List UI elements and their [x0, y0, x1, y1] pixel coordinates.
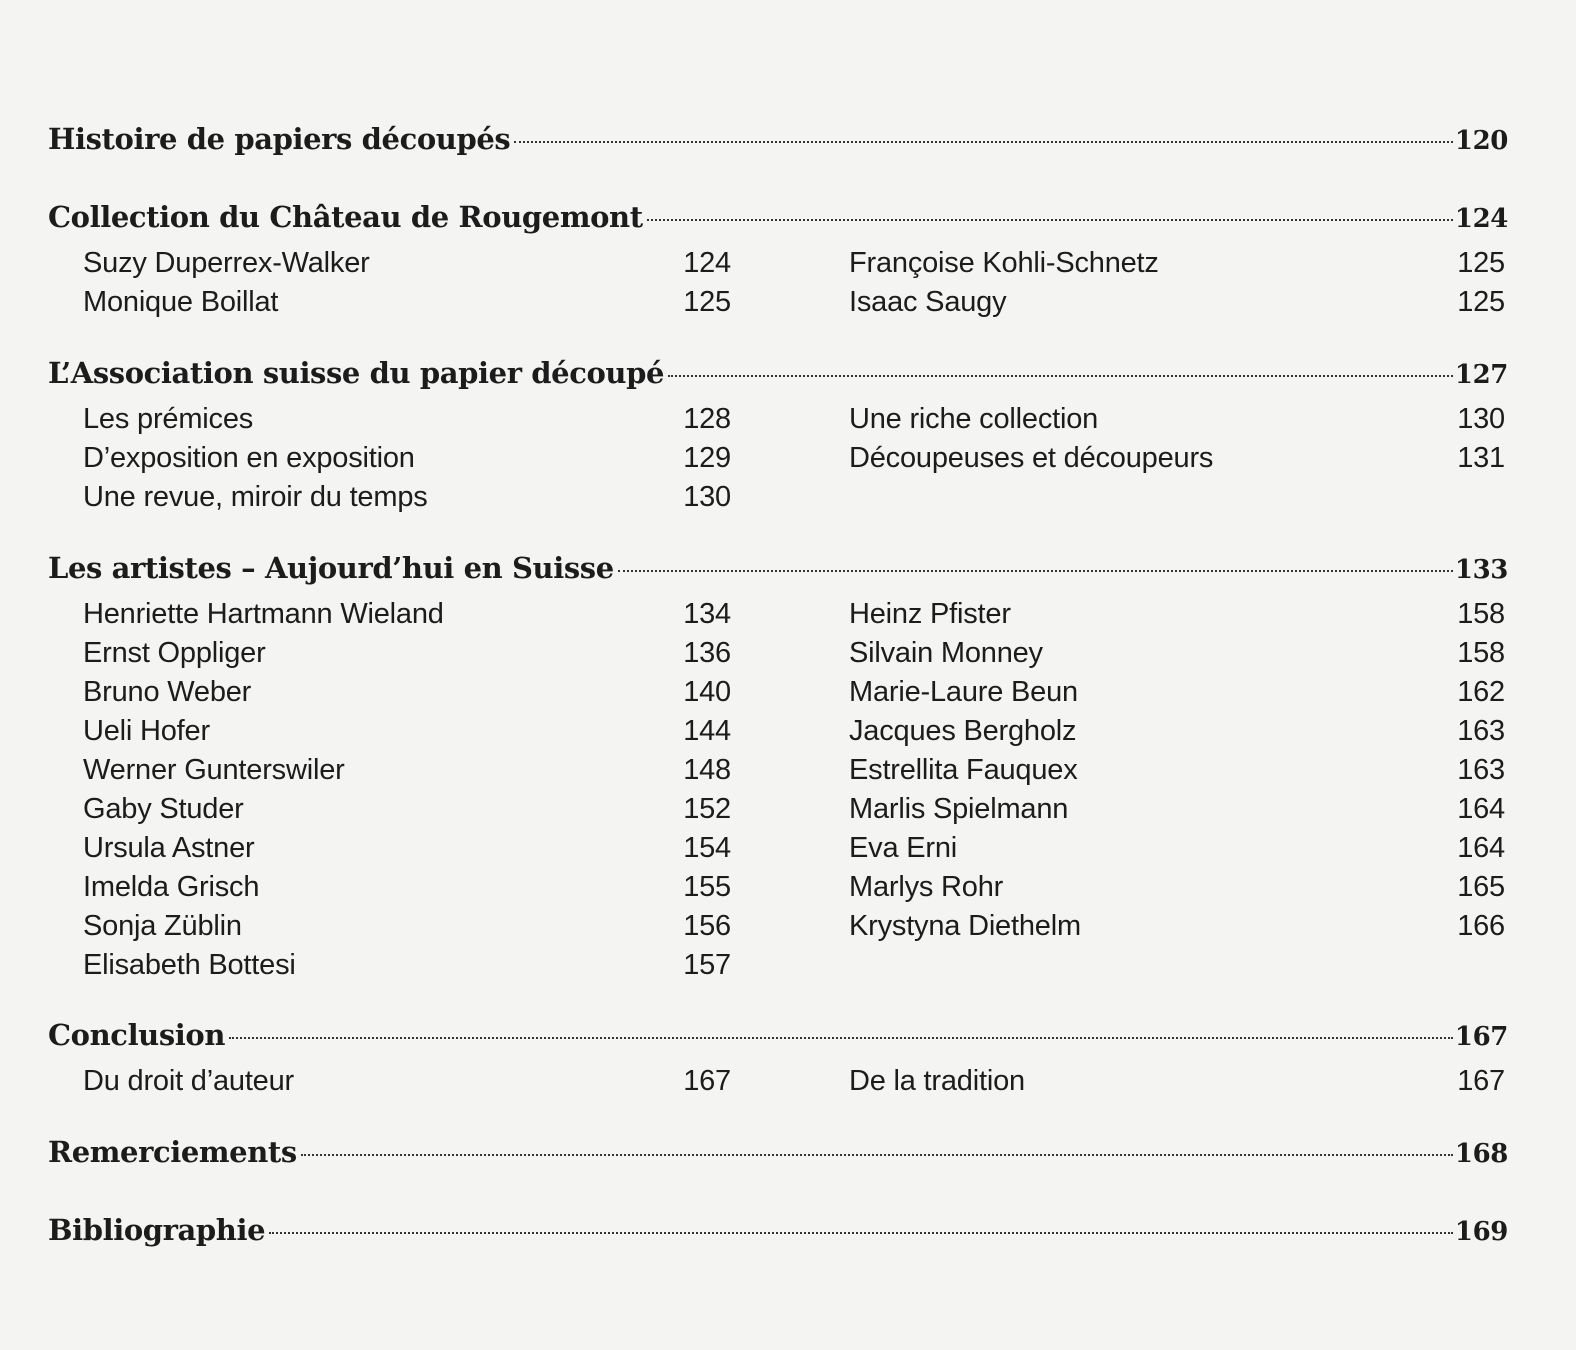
- entry-label: Ursula Astner: [83, 832, 255, 864]
- right-column: [849, 1062, 1505, 1101]
- section-title: Collection du Château de Rougemont: [48, 200, 643, 234]
- toc-entry: [83, 790, 731, 829]
- entry-page-number: 164: [1457, 793, 1505, 825]
- right-column: [849, 595, 1505, 946]
- entry-page-number: 163: [1457, 754, 1505, 786]
- entry-label: Découpeuses et découpeurs: [849, 442, 1214, 474]
- entry-page-number: 158: [1457, 637, 1505, 669]
- entry-label: Isaac Saugy: [849, 286, 1007, 318]
- entry-page-number: 152: [683, 793, 731, 825]
- entry-page-number: 158: [1457, 598, 1505, 630]
- toc-section-association: [48, 356, 1508, 513]
- entry-page-number: 165: [1457, 871, 1505, 903]
- entry-label: Marlys Rohr: [849, 871, 1004, 903]
- left-column: [83, 1062, 731, 1101]
- entry-label: Imelda Grisch: [83, 871, 260, 903]
- toc-entry: [849, 634, 1505, 673]
- entry-label: Heinz Pfister: [849, 598, 1011, 630]
- entry-page-number: 125: [1457, 247, 1505, 279]
- left-column: [83, 400, 731, 517]
- toc-entry: [83, 946, 731, 985]
- toc-entry: [83, 673, 731, 712]
- dot-leader: [269, 1232, 1453, 1234]
- entry-page-number: 162: [1457, 676, 1505, 708]
- entry-label: Elisabeth Bottesi: [83, 949, 296, 981]
- entry-label: Krystyna Diethelm: [849, 910, 1081, 942]
- entry-page-number: 131: [1457, 442, 1505, 474]
- toc-entry: [849, 400, 1505, 439]
- toc-section-remerciements: [48, 1135, 1508, 1179]
- entry-page-number: 130: [683, 481, 731, 513]
- entry-page-number: 124: [683, 247, 731, 279]
- section-page-number: 167: [1454, 1022, 1508, 1052]
- entry-label: De la tradition: [849, 1065, 1025, 1097]
- toc-entry: [849, 439, 1505, 478]
- section-page-number: 120: [1454, 126, 1508, 156]
- right-column: [849, 244, 1505, 322]
- entry-page-number: 155: [683, 871, 731, 903]
- toc-entry: [83, 439, 731, 478]
- toc-entry: [83, 400, 731, 439]
- entry-label: Du droit d’auteur: [83, 1065, 294, 1097]
- toc-entry: [83, 829, 731, 868]
- entry-label: Les prémices: [83, 403, 254, 435]
- toc-section-collection: [48, 200, 1508, 318]
- toc-heading: [48, 1213, 1508, 1257]
- entry-page-number: 136: [683, 637, 731, 669]
- toc-entry: [83, 478, 731, 517]
- entry-label: Bruno Weber: [83, 676, 252, 708]
- toc-entry: [849, 1062, 1505, 1101]
- toc-entry: [849, 283, 1505, 322]
- entry-label: Sonja Züblin: [83, 910, 242, 942]
- toc-entry: [849, 829, 1505, 868]
- section-title: L’Association suisse du papier découpé: [48, 356, 665, 390]
- dot-leader: [647, 219, 1453, 221]
- section-page-number: 124: [1454, 204, 1508, 234]
- toc-entry: [83, 595, 731, 634]
- entry-label: Une revue, miroir du temps: [83, 481, 428, 513]
- dot-leader: [668, 375, 1453, 377]
- entry-label: Marie-Laure Beun: [849, 676, 1078, 708]
- entry-label: Ueli Hofer: [83, 715, 210, 747]
- toc-entry: [83, 244, 731, 283]
- toc-section-conclusion: [48, 1018, 1508, 1097]
- entry-label: Estrellita Fauquex: [849, 754, 1078, 786]
- entry-label: Marlis Spielmann: [849, 793, 1069, 825]
- entry-label: Jacques Bergholz: [849, 715, 1077, 747]
- toc-entry: [83, 751, 731, 790]
- right-column: [849, 400, 1505, 478]
- toc-entry: [83, 283, 731, 322]
- toc-entry: [83, 634, 731, 673]
- toc-entry: [849, 595, 1505, 634]
- section-title: Conclusion: [48, 1018, 226, 1052]
- entry-label: D’exposition en exposition: [83, 442, 415, 474]
- toc-entry: [83, 1062, 731, 1101]
- toc-heading: [48, 200, 1508, 244]
- entry-label: Silvain Monney: [849, 637, 1043, 669]
- toc-heading: [48, 356, 1508, 400]
- toc-entry: [849, 907, 1505, 946]
- toc-entry: [83, 907, 731, 946]
- entry-label: Une riche collection: [849, 403, 1099, 435]
- toc-entry: [83, 712, 731, 751]
- left-column: [83, 595, 731, 985]
- entry-page-number: 167: [1457, 1065, 1505, 1097]
- entry-label: Françoise Kohli-Schnetz: [849, 247, 1159, 279]
- entry-page-number: 163: [1457, 715, 1505, 747]
- entry-page-number: 140: [683, 676, 731, 708]
- section-title: Histoire de papiers découpés: [48, 122, 511, 156]
- toc-entry: [849, 244, 1505, 283]
- section-page-number: 133: [1454, 555, 1508, 585]
- entry-label: Henriette Hartmann Wieland: [83, 598, 444, 630]
- entry-label: Werner Gunterswiler: [83, 754, 345, 786]
- toc-heading: [48, 551, 1508, 595]
- left-column: [83, 244, 731, 322]
- toc-section-histoire: [48, 122, 1508, 166]
- entry-page-number: 156: [683, 910, 731, 942]
- entry-label: Monique Boillat: [83, 286, 279, 318]
- entry-label: Suzy Duperrex-Walker: [83, 247, 370, 279]
- entry-label: Ernst Oppliger: [83, 637, 266, 669]
- toc-heading: [48, 1135, 1508, 1179]
- entry-page-number: 134: [683, 598, 731, 630]
- toc-heading: [48, 1018, 1508, 1062]
- section-page-number: 168: [1454, 1139, 1508, 1169]
- section-page-number: 169: [1454, 1217, 1508, 1247]
- entry-page-number: 125: [1457, 286, 1505, 318]
- toc-section-bibliographie: [48, 1213, 1508, 1257]
- dot-leader: [618, 570, 1453, 572]
- entry-page-number: 144: [683, 715, 731, 747]
- dot-leader: [514, 141, 1453, 143]
- section-page-number: 127: [1454, 360, 1508, 390]
- dot-leader: [229, 1037, 1453, 1039]
- toc-entry: [849, 868, 1505, 907]
- toc-entry: [849, 712, 1505, 751]
- toc-entry: [83, 868, 731, 907]
- entry-page-number: 130: [1457, 403, 1505, 435]
- toc-section-artistes: [48, 551, 1508, 981]
- entry-label: Gaby Studer: [83, 793, 244, 825]
- entry-page-number: 157: [683, 949, 731, 981]
- entry-page-number: 166: [1457, 910, 1505, 942]
- entry-page-number: 148: [683, 754, 731, 786]
- entry-page-number: 128: [683, 403, 731, 435]
- entry-page-number: 129: [683, 442, 731, 474]
- entry-label: Eva Erni: [849, 832, 957, 864]
- toc-entry: [849, 790, 1505, 829]
- section-title: Remerciements: [48, 1135, 297, 1169]
- dot-leader: [301, 1154, 1453, 1156]
- toc-heading: [48, 122, 1508, 166]
- toc-entry: [849, 751, 1505, 790]
- entry-page-number: 167: [683, 1065, 731, 1097]
- entry-page-number: 164: [1457, 832, 1505, 864]
- section-title: Bibliographie: [48, 1213, 266, 1247]
- entry-page-number: 125: [683, 286, 731, 318]
- section-title: Les artistes – Aujourd’hui en Suisse: [48, 551, 614, 585]
- toc-entry: [849, 673, 1505, 712]
- entry-page-number: 154: [683, 832, 731, 864]
